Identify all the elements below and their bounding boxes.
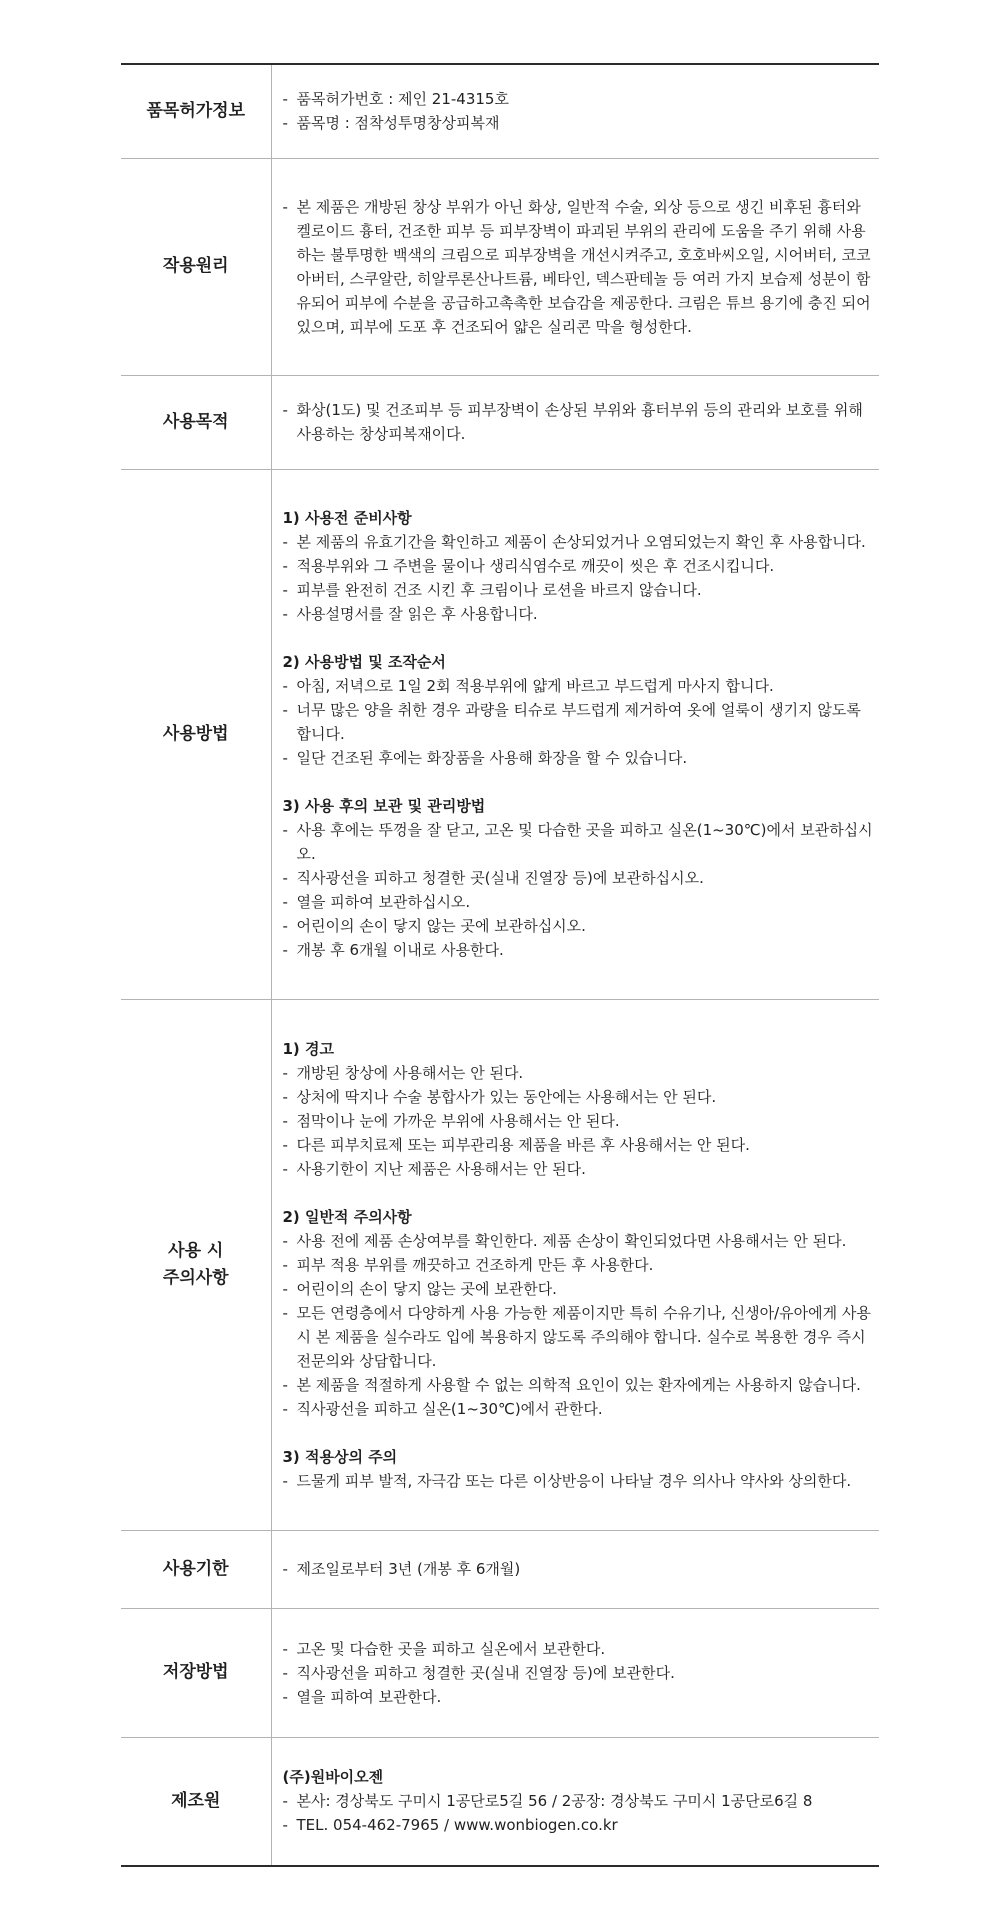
company-name: (주)원바이오젠	[282, 1768, 384, 1787]
section-title: 2) 일반적 주의사항	[282, 1207, 412, 1226]
list-item: - TEL. 054-462-7965 / www.wonbiogen.co.kr	[282, 1816, 618, 1835]
list-item: - 드물게 피부 발적, 자극감 또는 다른 이상반응이 나타날 경우 의사나 약사와 상의한다.	[282, 1471, 852, 1490]
row-label: 제조원	[121, 1737, 271, 1866]
usage-section-storage	[283, 794, 876, 962]
precaution-section-warning	[283, 1037, 876, 1181]
row-content	[271, 158, 879, 375]
precaution-section-application	[283, 1445, 876, 1493]
section-title: 2) 사용방법 및 조작순서	[282, 653, 446, 671]
list-item: - 본 제품을 적절하게 사용할 수 없는 의학적 요인이 있는 환자에게는 사용하지 않습니다.	[282, 1375, 861, 1394]
list-item: - 피부 적용 부위를 깨끗하고 건조하게 만든 후 사용한다.	[282, 1255, 654, 1274]
row-content	[271, 64, 879, 158]
list-item: - 열을 피하여 보관한다.	[282, 1687, 442, 1706]
row-content	[271, 375, 879, 469]
list-item: - 고온 및 다습한 곳을 피하고 실온에서 보관한다.	[282, 1639, 606, 1658]
list-item: - 적용부위와 그 주변을 물이나 생리식염수로 깨끗이 씻은 후 건조시킵니다.	[282, 557, 775, 575]
precaution-section-general	[283, 1205, 876, 1421]
list-item: - 사용설명서를 잘 읽은 후 사용합니다.	[282, 605, 538, 623]
list-item: - 개봉 후 6개월 이내로 사용한다.	[282, 941, 504, 959]
row-label-line: 사용 시	[168, 1240, 224, 1261]
list-item: - 상처에 딱지나 수술 봉합사가 있는 동안에는 사용해서는 안 된다.	[282, 1087, 717, 1106]
section-title: 3) 적용상의 주의	[282, 1447, 398, 1466]
row-label: 품목허가정보	[121, 64, 271, 158]
list-item: - 사용 후에는 뚜껑을 잘 닫고, 고온 및 다습한 곳을 피하고 실온(1~30℃)에서 보관하십시오.	[282, 821, 873, 863]
list-item: - 아침, 저녁으로 1일 2회 적용부위에 얇게 바르고 부드럽게 마사지 합니다.	[282, 677, 774, 695]
section-title: 3) 사용 후의 보관 및 관리방법	[282, 797, 486, 815]
row-label: 저장방법	[121, 1608, 271, 1737]
row-expiry	[121, 1530, 879, 1608]
list-item: - 화상(1도) 및 건조피부 등 피부장벽이 손상된 부위와 흉터부위 등의 관리와 보호를 위해 사용하는 창상피복재이다.	[282, 401, 863, 443]
row-purpose	[121, 375, 879, 469]
section-title: 1) 경고	[282, 1039, 334, 1058]
list-item: - 모든 연령층에서 다양하게 사용 가능한 제품이지만 특히 수유기나, 신생아/유아에게 사용 시 본 제품을 실수라도 입에 복용하지 않도록 주의해야 합니다. 실수로 복용한 경우 즉시 전문의와 상담합니다.	[282, 1303, 871, 1370]
list-item: - 너무 많은 양을 취한 경우 과량을 티슈로 부드럽게 제거하여 옷에 얼룩이 생기지 않도록 합니다.	[282, 701, 861, 743]
list-item: - 본사: 경상북도 구미시 1공단로5길 56 / 2공장: 경상북도 구미시 1공단로6길 8	[282, 1792, 813, 1811]
usage-section-prep	[283, 506, 876, 626]
list-item: - 사용 전에 제품 손상여부를 확인한다. 제품 손상이 확인되었다면 사용해서는 안 된다.	[282, 1231, 847, 1250]
row-label: 작용원리	[121, 158, 271, 375]
list-item: - 열을 피하여 보관하십시오.	[282, 893, 471, 911]
row-manufacturer	[121, 1737, 879, 1866]
list-item: - 사용기한이 지난 제품은 사용해서는 안 된다.	[282, 1159, 586, 1178]
list-item: - 점막이나 눈에 가까운 부위에 사용해서는 안 된다.	[282, 1111, 620, 1130]
list-item: - 일단 건조된 후에는 화장품을 사용해 화장을 할 수 있습니다.	[282, 749, 688, 767]
list-item: - 직사광선을 피하고 청결한 곳(실내 진열장 등)에 보관한다.	[282, 1663, 675, 1682]
list-item: - 품목허가번호 : 제인 21-4315호	[282, 90, 509, 109]
row-license-info	[121, 64, 879, 158]
row-label: 사용기한	[121, 1530, 271, 1608]
row-content	[271, 1737, 879, 1866]
row-label: 사용목적	[121, 375, 271, 469]
row-mechanism	[121, 158, 879, 375]
row-label-line: 주의사항	[162, 1267, 229, 1288]
row-content	[271, 999, 879, 1530]
row-content	[271, 1530, 879, 1608]
row-label	[121, 999, 271, 1530]
row-usage	[121, 469, 879, 999]
row-content	[271, 469, 879, 999]
list-item: - 직사광선을 피하고 청결한 곳(실내 진열장 등)에 보관하십시오.	[282, 869, 704, 887]
product-info-table	[121, 63, 879, 1867]
list-item: - 어린이의 손이 닿지 않는 곳에 보관하십시오.	[282, 917, 586, 935]
list-item: - 피부를 완전히 건조 시킨 후 크림이나 로션을 바르지 않습니다.	[282, 581, 702, 599]
row-label: 사용방법	[121, 469, 271, 999]
row-storage	[121, 1608, 879, 1737]
list-item: - 제조일로부터 3년 (개봉 후 6개월)	[282, 1560, 521, 1578]
list-item: - 본 제품의 유효기간을 확인하고 제품이 손상되었거나 오염되었는지 확인 후 사용합니다.	[282, 533, 866, 551]
row-content	[271, 1608, 879, 1737]
list-item: - 직사광선을 피하고 실온(1~30℃)에서 관한다.	[282, 1399, 603, 1418]
usage-section-method	[283, 650, 876, 770]
row-precautions	[121, 999, 879, 1530]
list-item: - 개방된 창상에 사용해서는 안 된다.	[282, 1063, 524, 1082]
list-item: - 본 제품은 개방된 창상 부위가 아닌 화상, 일반적 수술, 외상 등으로 생긴 비후된 흉터와 켈로이드 흉터, 건조한 피부 등 피부장벽이 파괴된 부위의 관리에 도움을 주기 위해 사용하는 불투명한 백색의 크림으로 피부장벽을 개선시켜주고, 호호바씨오일, 시어버터, 코코아버터, 스쿠알란, 히알루론산나트륨, 베타인, 덱스판테놀 등 여러 가지 보습제 성분이 함유되어 피부에 수분을 공급하고촉촉한 보습감을 제공한다. 크림은 튜브 용기에 충진 되어 있으며, 피부에 도포 후 건조되어 얇은 실리콘 막을 형성한다.	[282, 197, 871, 336]
section-title: 1) 사용전 준비사항	[282, 509, 412, 527]
list-item: - 어린이의 손이 닿지 않는 곳에 보관한다.	[282, 1279, 557, 1298]
list-item: - 다른 피부치료제 또는 피부관리용 제품을 바른 후 사용해서는 안 된다.	[282, 1135, 750, 1154]
list-item: - 품목명 : 점착성투명창상피복재	[282, 114, 500, 133]
